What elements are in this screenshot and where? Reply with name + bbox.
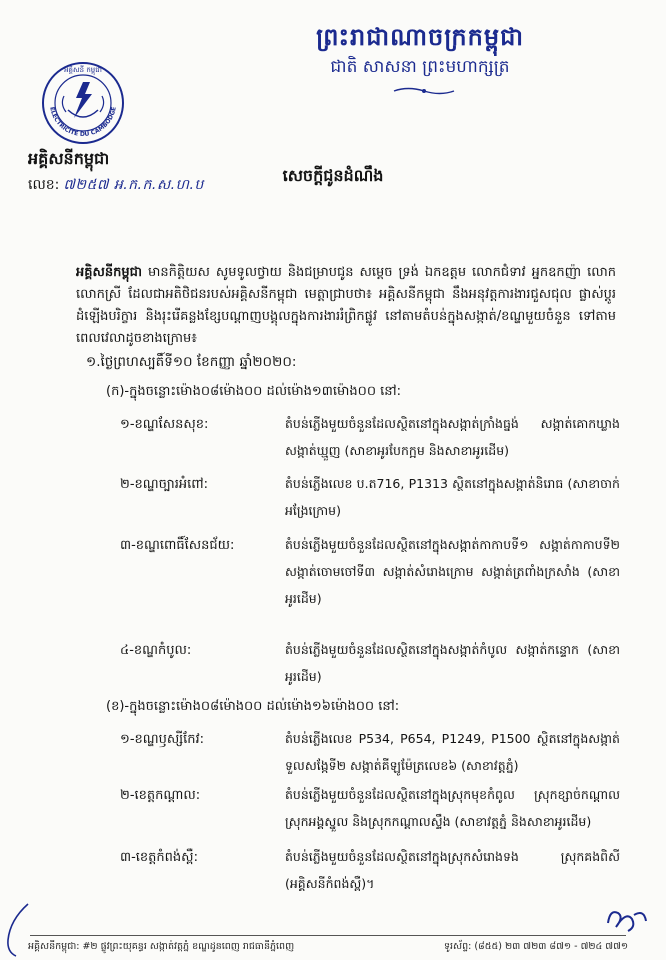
item-text: តំបន់ភ្លើងលេខ ប.ត716, P1313 ស្ថិតនៅក្នុងសង្កាត់និរោធ (សាខាចាក់អង្រែក្រោម) (285, 476, 620, 518)
item-label: ៣-ខណ្ឌពោធិ៍សែនជ័យ: (120, 538, 235, 553)
item-label: ២-ខណ្ឌច្បារអំពៅ: (120, 477, 208, 492)
item-text: តំបន់ភ្លើងមួយចំនួនដែលស្ថិតនៅក្នុងសង្កាត់កំបូល សង្កាត់កន្ទោក (សាខាអូរដើម) (285, 642, 620, 684)
svg-text:ELECTRICITE DU CAMBODGE (48, 106, 118, 138)
ornament-divider-icon (392, 86, 456, 96)
logo-top-text: អគ្គិសនី កម្ពុជា (64, 66, 102, 74)
reference-number: ៧២៥៧ អ.ក.ក.ស.ហ.ប (63, 177, 204, 193)
item-label: ១-ខណ្ឌសែនសុខ: (120, 417, 209, 432)
item-text: តំបន់ភ្លើងមួយចំនួនដែលស្ថិតនៅក្នុងស្រុកមុខកំពូល ស្រុកខ្សាច់កណ្តាល ស្រុកអង្គស្នួល និងស្រុកកណ្តាលស្ទឹង (សាខាវត្តភ្នំ និងសាខាអូរដើម) (285, 787, 620, 829)
organization-name: អគ្គិសនីកម្ពុជា (28, 149, 110, 168)
document-title: សេចក្តីជូនដំណឹង (282, 166, 384, 185)
logo-ring-text: ELECTRICITE DU CAMBODGE (48, 106, 118, 139)
period-a: (ក)-ក្នុងចន្លោះម៉ោង០៨ម៉ោង០០ ដល់ម៉ោង១៣ម៉ោង០០ នៅ: (106, 384, 402, 399)
item-label: ១-ខណ្ឌឫស្សីកែវ: (120, 732, 205, 747)
item-label: ៣-ខេត្តកំពង់ស្ពឺ: (120, 850, 198, 865)
kingdom-title: ព្រះរាជាណាចក្រកម្ពុជា (316, 22, 524, 51)
intro-paragraph (76, 262, 616, 350)
footer-address: អគ្គិសនីកម្ពុជា: #២ ផ្លូវព្រះយុគន្ធរ សង្កាត់វត្តភ្នំ ខណ្ឌដូនពេញ រាជធានីភ្នំពេញ (28, 941, 295, 952)
item-label: ២-ខេត្តកណ្តាល: (120, 788, 201, 803)
date-line: ១.ថ្ងៃព្រហស្បតិ៍ទី១០ ខែកញ្ញា ឆ្នាំ២០២០: (86, 354, 297, 370)
initials-signature (604, 905, 650, 935)
item-text: តំបន់ភ្លើងលេខ P534, P654, P1249, P1500 ស្ថិតនៅក្នុងសង្កាត់ទួលសង្កែទី២ សង្កាត់គីឡូម៉ែត្រលេខ៦ (សាខាវត្តភ្នំ) (285, 731, 620, 773)
reference-label: លេខ: (28, 177, 60, 193)
item-label: ៤-ខណ្ឌកំបូល: (120, 643, 192, 658)
footer-phone: ទូរស័ព្ទ: (៨៥៥) ២៣ ៧២៣ ៨៧១ - ៧២៤ ៧៧១ (444, 941, 629, 952)
item-text: តំបន់ភ្លើងមួយចំនួនដែលស្ថិតនៅក្នុងសង្កាត់ក្រាំងធ្នង់ សង្កាត់គោកឃ្លាង សង្កាត់ឃ្មួញ (សាខាអូរបែកក្អម និងសាខាអូរដើម) (285, 416, 620, 458)
national-motto: ជាតិ សាសនា ព្រះមហាក្សត្រ (330, 57, 510, 77)
footer-divider (30, 935, 626, 936)
item-text: តំបន់ភ្លើងមួយចំនួនដែលស្ថិតនៅក្នុងសង្កាត់កាកាបទី១ សង្កាត់កាកាបទី២ សង្កាត់ចោមចៅទី៣ សង្កាត់សំរោងក្រោម សង្កាត់ត្រពាំងក្រសាំង (សាខាអូរដើម) (285, 537, 620, 606)
intro-text: មានកិត្តិយស សូមទូលថ្វាយ និងជម្រាបជូន សម្តេច ទ្រង់ ឯកឧត្តម លោកជំទាវ អ្នកឧកញ៉ា លោក លោកស្រី ដែលជាអតិថិជនរបស់អគ្គិសនីកម្ពុជា មេត្តាជ្រាបថា៖ អគ្គិសនីកម្ពុជា នឹងអនុវត្តការងារជួសជុល ផ្លាស់ប្តូរដំឡើងបរិក្ខារ និងរុះរើគន្លងខ្សែបណ្តាញបង្គុលក្នុងការងាររំព្រិកផ្លូវ នៅតាមតំបន់ក្នុងសង្កាត់/ខណ្ឌមួយចំនួន ទៅតាមពេលវេលាដូចខាងក្រោម៖ (76, 265, 616, 346)
intro-org-name: អគ្គិសនីកម្ពុជា (76, 265, 143, 280)
item-text: តំបន់ភ្លើងមួយចំនួនដែលស្ថិតនៅក្នុងស្រុកសំរោងទង ស្រុកគងពិសី (អគ្គិសនីកំពង់ស្ពឺ)។ (285, 849, 620, 891)
edc-logo (40, 60, 126, 146)
period-b: (ខ)-ក្នុងចន្លោះម៉ោង០៨ម៉ោង០០ ដល់ម៉ោង១៦ម៉ោង០០ នៅ: (106, 699, 400, 714)
